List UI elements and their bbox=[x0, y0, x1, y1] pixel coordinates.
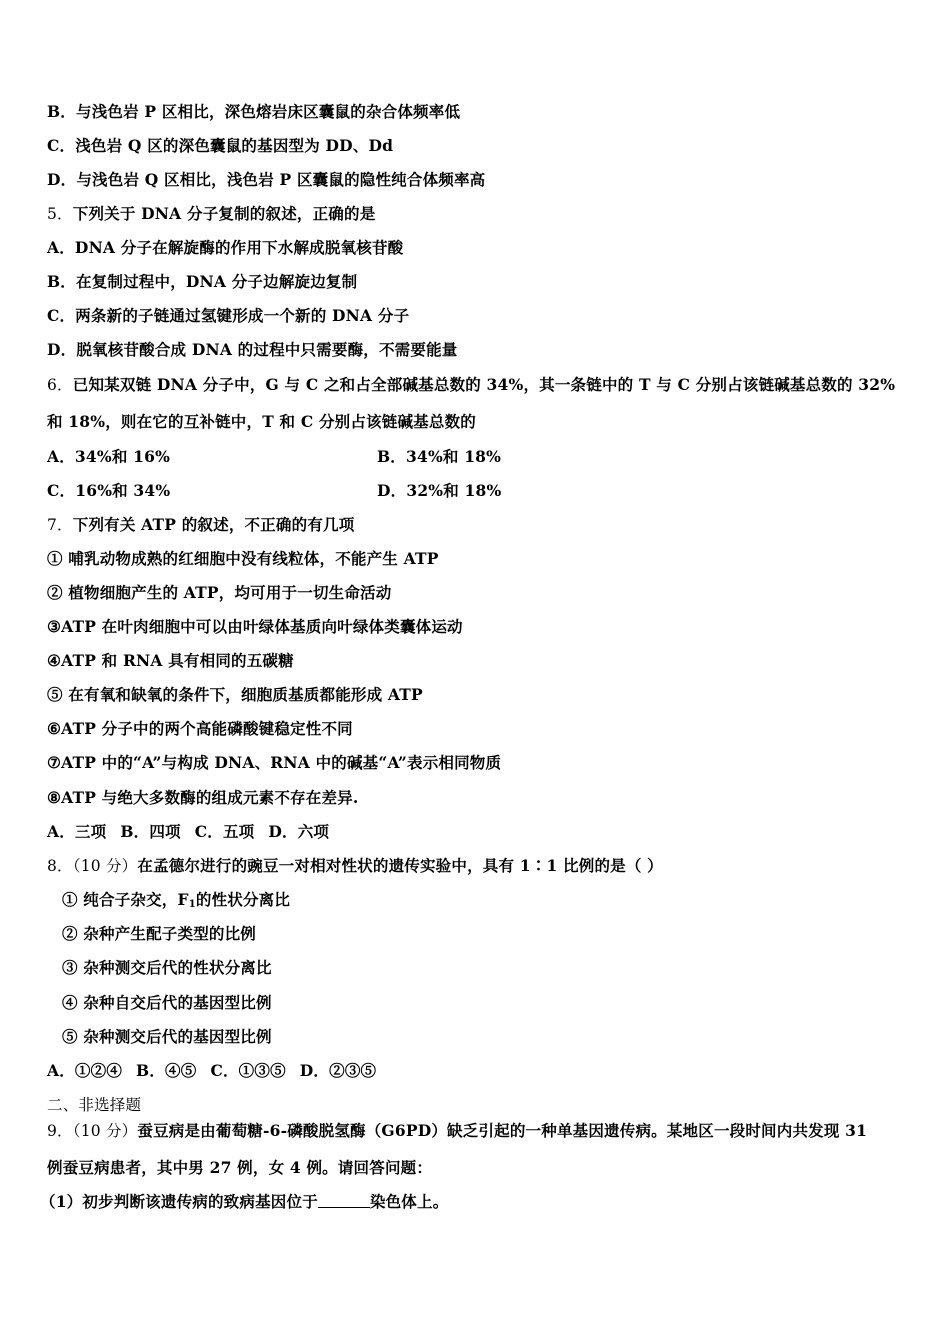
q8-option-a: A．①②④ bbox=[47, 1061, 123, 1080]
q8-options bbox=[47, 1061, 376, 1081]
q9-1-post: 染色体上。 bbox=[369, 1192, 449, 1211]
q9-stem-line2: 例蚕豆病患者，其中男 27 例，女 4 例。请回答问题： bbox=[47, 1158, 433, 1177]
section-heading: 二、非选择题 bbox=[47, 1096, 142, 1114]
q6-number: 6． bbox=[47, 376, 73, 394]
q7-option-b: B．四项 bbox=[120, 822, 181, 841]
q8-stem bbox=[47, 856, 663, 876]
q6-text: 已知某双链 DNA 分子中，G 与 C 之和占全部碱基总数的 34%，其一条链中的 T 与 C 分别占该链碱基总数的 32% bbox=[72, 375, 896, 394]
q8-statement-1 bbox=[62, 890, 290, 915]
q7-statement-8: ⑧ATP 与绝大多数酶的组成元素不存在差异. bbox=[47, 788, 359, 807]
q5-option-a: A．DNA 分子在解旋酶的作用下水解成脱氧核苷酸 bbox=[47, 238, 404, 257]
q7-option-c: C．五项 bbox=[194, 822, 255, 841]
q9-text: 蚕豆病是由葡萄糖-6-磷酸脱氢酶（G6PD）缺乏引起的一种单基因遗传病。某地区一段时间内共发现 31 bbox=[137, 1121, 868, 1140]
q8-option-b: B．④⑤ bbox=[136, 1061, 197, 1080]
q7-text: 下列有关 ATP 的叙述，不正确的有几项 bbox=[72, 515, 355, 534]
q7-options bbox=[47, 822, 329, 842]
q7-statement-3: ③ATP 在叶肉细胞中可以由叶绿体基质向叶绿体类囊体运动 bbox=[47, 617, 463, 636]
q7-stem bbox=[47, 515, 354, 535]
q8-option-d: D．②③⑤ bbox=[299, 1061, 377, 1080]
q6-option-d: D．32%和 18% bbox=[377, 481, 502, 500]
q7-statement-4: ④ATP 和 RNA 具有相同的五碳糖 bbox=[47, 651, 294, 670]
q7-statement-1: ① 哺乳动物成熟的红细胞中没有线粒体，不能产生 ATP bbox=[47, 549, 439, 568]
q7-statement-5: ⑤ 在有氧和缺氧的条件下，细胞质基质都能形成 ATP bbox=[47, 685, 423, 704]
q4-option-b: B．与浅色岩 P 区相比，深色熔岩床区囊鼠的杂合体频率低 bbox=[47, 102, 461, 121]
q5-stem bbox=[47, 204, 375, 224]
q8-statement-2: ② 杂种产生配子类型的比例 bbox=[62, 924, 256, 943]
q6-option-c: C．16%和 34% bbox=[47, 481, 171, 500]
q8-number: 8．（10 分） bbox=[47, 857, 138, 875]
q8-statement-3: ③ 杂种测交后代的性状分离比 bbox=[62, 958, 272, 977]
q8-statement-1-post: 的性状分离比 bbox=[195, 890, 291, 909]
q7-number: 7． bbox=[47, 516, 73, 534]
q9-stem-line1 bbox=[47, 1121, 867, 1141]
q6-stem-line1 bbox=[47, 375, 895, 395]
q9-number: 9．（10 分） bbox=[47, 1122, 138, 1140]
answer-blank[interactable] bbox=[318, 1193, 370, 1208]
q5-option-d: D．脱氧核苷酸合成 DNA 的过程中只需要酶，不需要能量 bbox=[47, 340, 458, 359]
q5-option-b: B．在复制过程中，DNA 分子边解旋边复制 bbox=[47, 272, 358, 291]
q9-subquestion-1 bbox=[40, 1192, 448, 1212]
q8-option-c: C．①③⑤ bbox=[210, 1061, 286, 1080]
q8-statement-1-sub: 1 bbox=[188, 899, 196, 910]
q4-option-c: C．浅色岩 Q 区的深色囊鼠的基因型为 DD、Dd bbox=[47, 136, 394, 155]
q7-option-d: D．六项 bbox=[268, 822, 330, 841]
q8-statement-5: ⑤ 杂种测交后代的基因型比例 bbox=[62, 1027, 272, 1046]
q7-statement-7: ⑦ATP 中的“A”与构成 DNA、RNA 中的碱基“A”表示相同物质 bbox=[47, 753, 502, 772]
q7-statement-6: ⑥ATP 分子中的两个高能磷酸键稳定性不同 bbox=[47, 719, 353, 738]
q5-number: 5． bbox=[47, 205, 73, 223]
q7-statement-2: ② 植物细胞产生的 ATP，均可用于一切生命活动 bbox=[47, 583, 392, 602]
q6-option-a: A．34%和 16% bbox=[47, 447, 171, 466]
q6-option-b: B．34%和 18% bbox=[377, 447, 502, 466]
q7-option-a: A．三项 bbox=[47, 822, 107, 841]
q5-option-c: C．两条新的子链通过氢键形成一个新的 DNA 分子 bbox=[47, 306, 410, 325]
q4-option-d: D．与浅色岩 Q 区相比，浅色岩 P 区囊鼠的隐性纯合体频率高 bbox=[47, 170, 486, 189]
q5-text: 下列关于 DNA 分子复制的叙述，正确的是 bbox=[72, 204, 376, 223]
q6-stem-line2: 和 18%，则在它的互补链中，T 和 C 分别占该链碱基总数的 bbox=[47, 412, 476, 431]
q8-text: 在孟德尔进行的豌豆一对相对性状的遗传实验中，具有 1∶1 比例的是（ ） bbox=[137, 856, 663, 875]
q8-statement-1-pre: ① 纯合子杂交，F bbox=[62, 890, 189, 909]
q9-1-pre: （1）初步判断该遗传病的致病基因位于 bbox=[40, 1192, 318, 1211]
q8-statement-4: ④ 杂种自交后代的基因型比例 bbox=[62, 993, 272, 1012]
